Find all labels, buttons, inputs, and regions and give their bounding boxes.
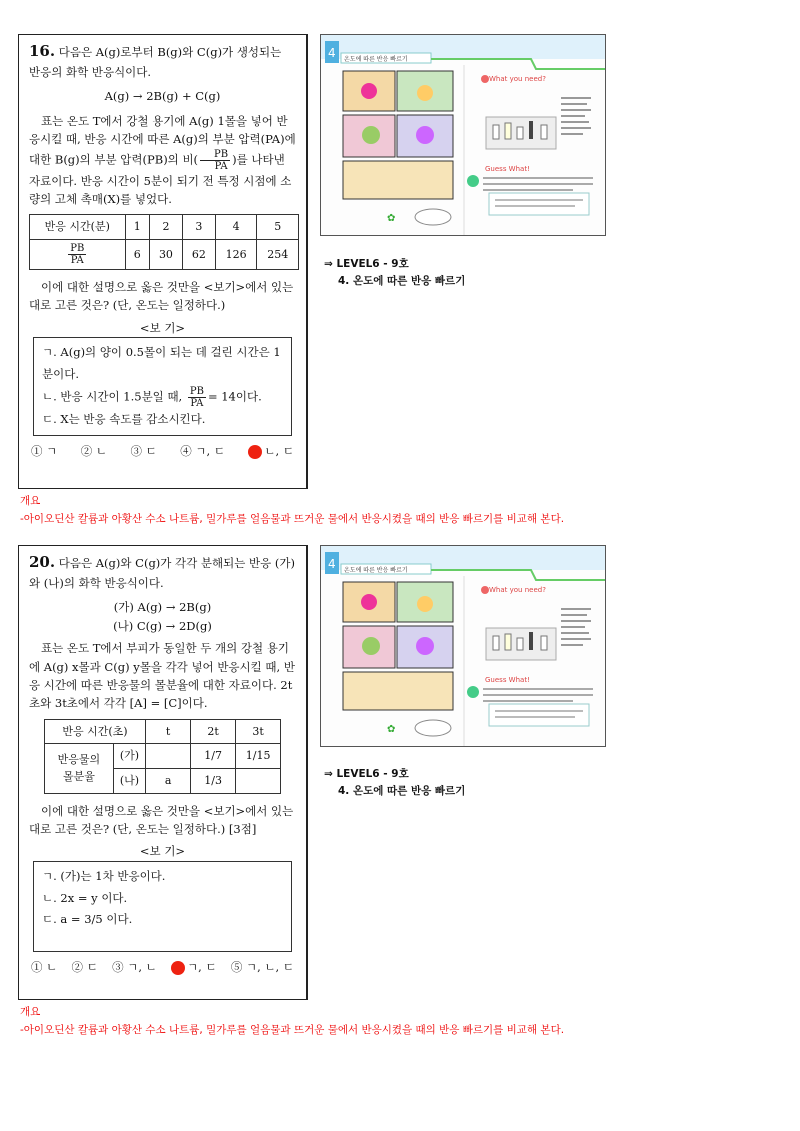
overview-note <box>20 1004 564 1040</box>
overview-text: -아이오딘산 칼륨과 아황산 수소 나트륨, 밀가루를 얼음물과 뜨거운 물에서 반응시켰을 때의 반응 빠르기를 비교해 본다. <box>20 1023 565 1036</box>
table-cell: 1/7 <box>191 744 236 769</box>
overview-label: 개요 <box>20 495 41 507</box>
bogi-item: ㄷ. a = 3/5 이다. <box>42 912 133 927</box>
source-topic: 4. 온도에 따른 반응 빠르기 <box>338 275 466 288</box>
table-cell: 6 <box>125 239 149 269</box>
table-ratio-header: $\frac{PB}{PA}$ <box>30 239 126 269</box>
choice-5[interactable]: ⑤ ㄱ, ㄴ, ㄷ <box>230 960 294 975</box>
bogi-item: ㄴ. 2x = y 이다. <box>42 890 128 905</box>
table-cell <box>236 768 281 793</box>
bogi-box <box>33 861 292 953</box>
question-intro: 다음은 A(g)로부터 B(g)와 C(g)가 생성되는 반응의 화학 반응식이다. <box>29 45 282 79</box>
bogi-item: ㄴ. 반응 시간이 1.5분일 때, $\frac{PB}{PA}$ = 14이다. <box>42 385 262 409</box>
choice-1[interactable]: ① ㄴ <box>31 960 58 975</box>
choice-3[interactable]: ③ ㄱ, ㄴ <box>112 960 157 975</box>
table-cell: 30 <box>149 239 182 269</box>
source-note <box>324 256 465 291</box>
pressure-ratio-fraction: $\frac{PB}{PA}$ <box>200 149 230 172</box>
overview-note <box>20 493 564 529</box>
source-level: ⇒ LEVEL6 - 9호 <box>324 768 409 780</box>
textbook-page-image <box>320 545 606 747</box>
overview-text: -아이오딘산 칼륨과 아황산 수소 나트륨, 밀가루를 얼음물과 뜨거운 물에서 반응시켰을 때의 반응 빠르기를 비교해 본다. <box>20 512 565 525</box>
svg-text:What you need?: What you need? <box>489 586 546 594</box>
table-cell <box>146 744 191 769</box>
svg-text:4: 4 <box>328 46 336 60</box>
table-cell: 5 <box>257 215 299 240</box>
table-cell: 62 <box>182 239 215 269</box>
bogi-item: ㄱ. A(g)의 양이 0.5몰이 되는 데 걸린 시간은 1분이다. <box>42 345 281 381</box>
table-cell: 2 <box>149 215 182 240</box>
reaction-equation: A(g) → 2B(g) + C(g) <box>104 89 221 104</box>
table-row-header: 반응 시간(분) <box>30 215 126 240</box>
bogi-title: <보 기> <box>139 844 186 859</box>
source-level: ⇒ LEVEL6 - 9호 <box>324 258 409 270</box>
svg-text:✿: ✿ <box>387 213 396 224</box>
overview-label: 개요 <box>20 1006 41 1018</box>
table-header: t <box>146 719 191 744</box>
question-20-box <box>18 545 308 1000</box>
choice-4[interactable]: ④ ㄱ, ㄷ <box>180 443 225 458</box>
question-prompt: 이에 대한 설명으로 옳은 것만을 <보기>에서 있는 대로 고른 것은? (단, 온도는 일정하다.) [3점] <box>29 803 294 836</box>
textbook-page-image <box>320 34 606 236</box>
table-header: 반응 시간(초) <box>44 719 145 744</box>
source-note <box>324 766 465 801</box>
table-cell: 254 <box>257 239 299 269</box>
data-table <box>44 719 281 794</box>
svg-text:✿: ✿ <box>387 724 396 735</box>
table-cell: 1/15 <box>236 744 281 769</box>
question-16-box <box>18 34 308 489</box>
selected-answer-marker <box>248 445 262 459</box>
table-cell: (가) <box>113 744 145 769</box>
bogi-item: ㄱ. (가)는 1차 반응이다. <box>42 868 166 883</box>
svg-text:4: 4 <box>328 557 336 571</box>
choice-2[interactable]: ② ㄴ <box>80 443 108 458</box>
table-cell: 1 <box>125 215 149 240</box>
source-topic: 4. 온도에 따른 반응 빠르기 <box>338 785 466 798</box>
bogi-box <box>33 337 292 436</box>
table-cell: a <box>146 768 191 793</box>
answer-choices <box>29 442 296 460</box>
question-intro: 다음은 A(g)와 C(g)가 각각 분해되는 반응 (가)와 (나)의 화학 반응식이다. <box>29 556 295 590</box>
selected-answer-marker <box>171 961 185 975</box>
choice-3[interactable]: ③ ㄷ <box>130 443 157 458</box>
table-cell: 1/3 <box>191 768 236 793</box>
choice-4[interactable]: ㄱ, ㄷ <box>171 958 217 976</box>
question-body-part1: 표는 온도 T에서 강철 용기에 A(g) 1몰을 넣어 반응시킬 때, 반응 시간에 따른 A(g)의 부분 압력(PA)에 대한 B(g)의 부분 압력(PB)의 비( <box>29 113 296 167</box>
question-prompt: 이에 대한 설명으로 옳은 것만을 <보기>에서 있는 대로 고른 것은? (단, 온도는 일정하다.) <box>29 279 294 313</box>
bogi-title: <보 기> <box>139 320 186 335</box>
question-number: 20. <box>29 553 56 571</box>
svg-text:Guess What!: Guess What! <box>485 165 530 173</box>
table-cell: 4 <box>215 215 257 240</box>
svg-text:온도에 따른 반응 빠르기: 온도에 따른 반응 빠르기 <box>344 567 408 574</box>
choice-5[interactable]: ㄴ, ㄷ <box>248 442 294 460</box>
data-table <box>29 214 299 270</box>
table-row-label: 반응물의 몰분율 <box>44 744 113 793</box>
choice-2[interactable]: ② ㄷ <box>71 960 98 975</box>
reaction-equation-1: (가) A(g) → 2B(g) <box>113 600 212 615</box>
svg-text:온도에 따른 반응 빠르기: 온도에 따른 반응 빠르기 <box>344 56 408 63</box>
table-header: 3t <box>236 719 281 744</box>
choice-1[interactable]: ① ㄱ <box>31 443 58 458</box>
table-cell: 126 <box>215 239 257 269</box>
reaction-equation-2: (나) C(g) → 2D(g) <box>113 618 212 633</box>
svg-text:What you need?: What you need? <box>489 75 546 83</box>
table-header: 2t <box>191 719 236 744</box>
table-cell: (나) <box>113 768 145 793</box>
svg-text:Guess What!: Guess What! <box>485 676 530 684</box>
answer-choices <box>29 958 296 976</box>
bogi-item: ㄷ. X는 반응 속도를 감소시킨다. <box>42 411 206 426</box>
question-body: 표는 온도 T에서 부피가 동일한 두 개의 강철 용기에 A(g) x몰과 C(g) y몰을 각각 넣어 반응시킬 때, 반응 시간에 따른 반응물의 몰분율에 대한 자료이다. 2t초와 3t초에서 각각 [A] = [C]이다. <box>29 641 295 711</box>
question-number: 16. <box>29 42 56 60</box>
question-body-part2: )를 나타낸 자료이다. 반응 시간이 5분이 되기 전 특정 시점에 소량의 고체 촉매(X)를 넣었다. <box>29 152 292 206</box>
table-cell: 3 <box>182 215 215 240</box>
